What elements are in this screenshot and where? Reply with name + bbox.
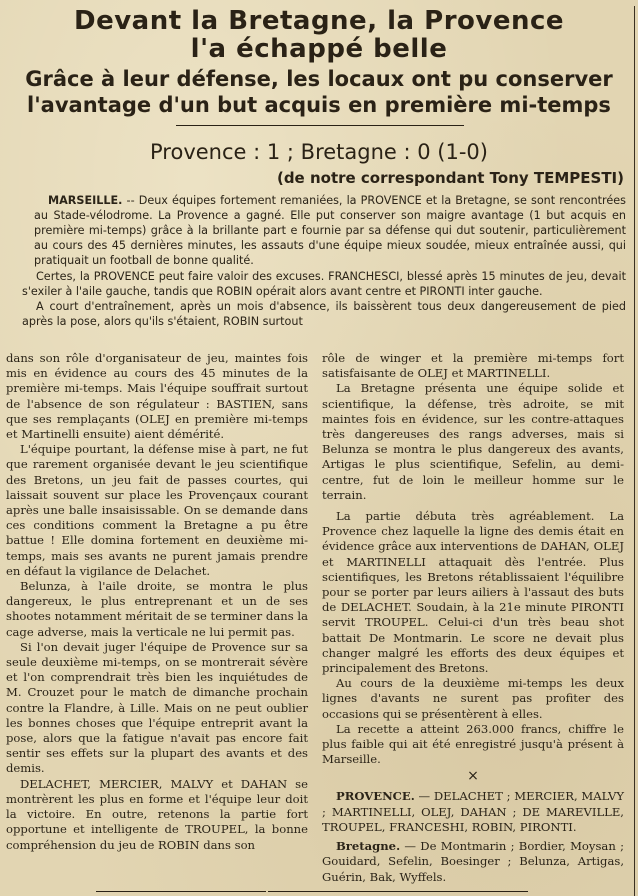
left-paragraph: L'équipe pourtant, la défense mise à part, ne fut que rarement organisée devant le jeu scientifique des Bretons, un jeu fait de passes courtes, qui laissait souvent sur place les Provençaux courant après une balle insaisissable. On se demande dans ces conditions comment la Bretagne a pu être battue ! Elle domina fortement en deuxième mi-temps, mais ses avants ne purent jamais prendre en défaut la vigilance de Delachet.: [6, 442, 308, 578]
right-paragraph: rôle de winger et la première mi-temps fort satisfaisante de OLEJ et MARTINELLI.: [322, 351, 624, 381]
lineup-bretagne: [322, 839, 624, 885]
headline-line-2: l'a échappé belle: [190, 34, 448, 64]
lead-section: [34, 193, 626, 268]
match-score: Provence : 1 ; Bretagne : 0 (1-0): [150, 140, 488, 164]
lead-paragraph-1: -- Deux équipes fortement remaniées, la PROVENCE et la Bretagne, se sont rencontrées au Stade-vélodrome. La Provence a gagné. Elle put conserver son maigre avantage (1 but acquis en première mi-temps) grâce à la brillante part e fournie par sa défense qui dut soutenir, particulièrement au cours des 45 dernières minutes, les assauts d'une équipe mieux soudée, mieux entraînée aussi, qui pratiquait un football de bonne qualité.: [34, 194, 626, 268]
left-paragraph: Belunza, à l'aile droite, se montra le plus dangereux, le plus entreprenant et un de ses shootes notamment méritait de se terminer dans la cage adverse, mais la verticale ne lui permit pas.: [6, 579, 308, 639]
subheadline-line-1: Grâce à leur défense, les locaux ont pu conserver: [25, 67, 613, 91]
section-separator: ×: [467, 768, 479, 785]
lead-paragraph-3: A court d'entraînement, après un mois d'absence, ils baissèrent tous deux dangereusement de pied après la pose, alors qu'ils s'étaient, ROBIN surtout: [22, 300, 626, 329]
headline-divider: [176, 125, 464, 126]
subheadline-line-2: l'avantage d'un but acquis en première mi-temps: [27, 93, 611, 117]
byline: (de notre correspondant Tony TEMPESTI): [276, 169, 624, 187]
lineup-bretagne-players: — De Montmarin ; Bordier, Moysan ; Gouidard, Sefelin, Boesinger ; Belunza, Artigas, Guérin, Bak, Wyffels.: [322, 839, 624, 884]
headline-line-1: Devant la Bretagne, la Provence: [73, 6, 565, 36]
left-column: [6, 351, 308, 853]
lead-continuation: [22, 269, 626, 329]
left-paragraph: Si l'on devait juger l'équipe de Provence sur sa seule deuxième mi-temps, on se montrerait sévère et l'on comprendrait très bien les inquiétudes de M. Crouzet pour le match de dimanche prochain contre la Flandre, à Lille. Mais on ne peut oublier les bonnes choses que l'équipe entreprit avant la pose, alors que la fatigue n'avait pas encore fait sentir ses effets sur la plupart des avants et des demis.: [6, 639, 308, 776]
right-column: [322, 351, 624, 885]
right-paragraph: La recette a atteint 263.000 francs, chiffre le plus faible qui ait été enregistré jusqu'à présent à Marseille.: [322, 721, 624, 767]
right-paragraph: La Bretagne présenta une équipe solide et scientifique, la défense, très adroite, se mit maintes fois en évidence, sur les contre-attaques très dangereuses des rangs adverses, mais si Belunza se montra le plus dangereux des avants, Artigas le plus scientifique, Sefelin, au demi-centre, fut de loin le meilleur homme sur le terrain.: [322, 381, 624, 502]
bottom-rule-left: [96, 891, 266, 892]
lead-paragraph-2: Certes, la PROVENCE peut faire valoir des excuses. FRANCHESCI, blessé après 15 minutes de jeu, devait s'exiler à l'aile gauche, tandis que ROBIN opérait alors avant centre et PIRONTI inter gauche.: [22, 270, 626, 299]
bottom-rule-mid: [268, 891, 320, 892]
left-paragraph: dans son rôle d'organisateur de jeu, maintes fois mis en évidence au cours des 45 minutes de la première mi-temps. Mais l'équipe souffrait surtout de l'absence de son régulateur : BASTIEN, sans que ses remplaçants (OLEJ en première mi-temps et Martinelli ensuite) aient démérité.: [6, 351, 308, 442]
right-paragraph: La partie débuta très agréablement. La Provence chez laquelle la ligne des demis était en évidence grâce aux interventions de DAHAN, OLEJ et MARTINELLI attaquait dès l'entrée. Plus scientifiques, les Bretons rétablissaient l'équilibre pour se porter par leurs ailiers à l'assaut des buts de DELACHET. Soudain, à la 21e minute PIRONTI servit TROUPEL. Celui-ci d'un très beau shot battait De Montmarin. Le score ne devait plus changer malgré les efforts des deux équipes et principalement des Bretons.: [322, 509, 624, 676]
dateline: MARSEILLE.: [48, 194, 123, 207]
right-paragraph: Au cours de la deuxième mi-temps les deux lignes d'avants ne surent pas profiter des occasions qui se présentèrent à elles.: [322, 676, 624, 721]
lineups: [322, 789, 624, 884]
left-paragraph: DELACHET, MERCIER, MALVY et DAHAN se montrèrent les plus en forme et l'équipe leur doit la victoire. En outre, retenons la partie fort opportune et intelligente de TROUPEL, la bonne compréhension du jeu de ROBIN dans son: [6, 776, 308, 852]
lineup-provence-players: — DELACHET ; MERCIER, MALVY ; MARTINELLI, OLEJ, DAHAN ; DE MAREVILLE, TROUPEL, FRANCESHI, ROBIN, PIRONTI.: [322, 789, 624, 834]
lineup-bretagne-label: Bretagne.: [336, 839, 401, 854]
lineup-provence-label: PROVENCE.: [336, 789, 415, 804]
bottom-rule-right: [318, 891, 528, 892]
lineup-provence: [322, 789, 624, 835]
